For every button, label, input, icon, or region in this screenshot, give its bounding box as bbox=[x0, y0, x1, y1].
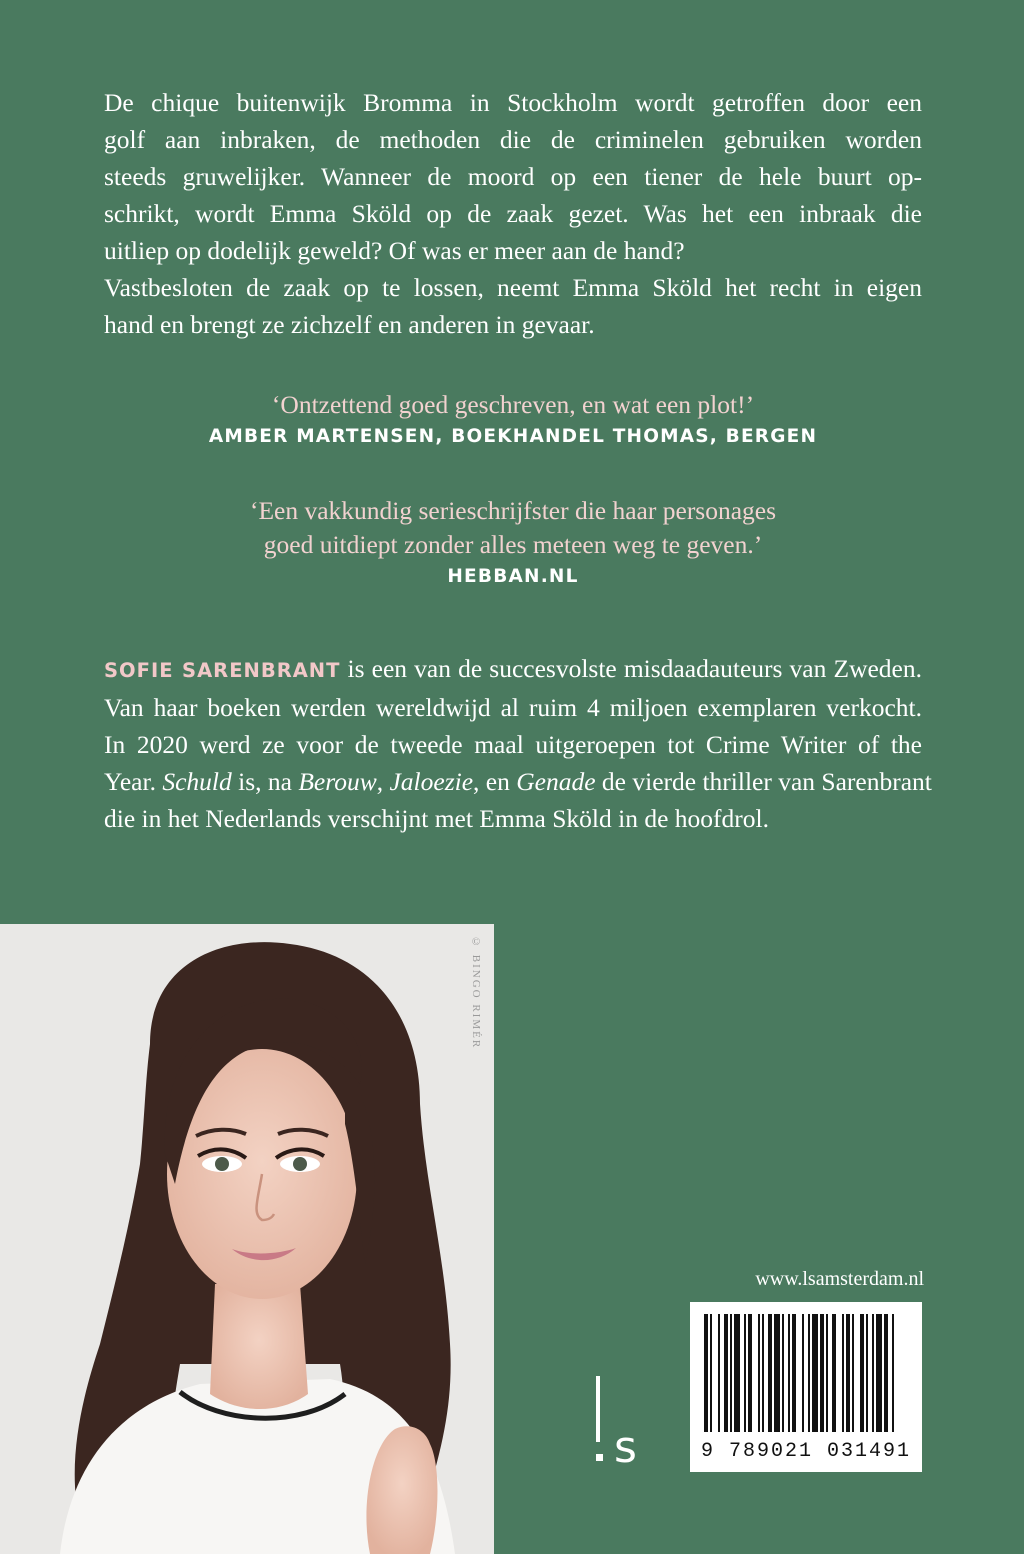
barcode-bar bbox=[842, 1314, 844, 1432]
book-title: Berouw bbox=[298, 767, 377, 796]
blurb-text bbox=[104, 84, 922, 343]
barcode-bar bbox=[748, 1314, 752, 1432]
book-title: Jaloezie bbox=[389, 767, 474, 796]
barcode-bar bbox=[710, 1314, 712, 1432]
barcode-bar bbox=[774, 1314, 780, 1432]
author-portrait-illustration bbox=[0, 924, 494, 1554]
barcode-bar bbox=[704, 1314, 708, 1432]
blurb-line: schrikt, wordt Emma Sköld op de zaak gezet. Was het een inbraak die bbox=[104, 199, 922, 228]
review-quote-1 bbox=[104, 388, 922, 447]
bio-line bbox=[104, 650, 922, 689]
barcode-bar bbox=[730, 1314, 732, 1432]
barcode-bar bbox=[872, 1314, 874, 1432]
review-quote-2 bbox=[104, 494, 922, 587]
blurb-line: De chique buitenwijk Bromma in Stockholm wordt getroffen door een bbox=[104, 88, 922, 117]
bio-text: , en bbox=[473, 767, 517, 796]
quote-text: ‘Een vakkundig serieschrijfster die haar personages bbox=[249, 496, 777, 525]
isbn-number: 9 789021 031491 bbox=[700, 1440, 912, 1463]
bio-text: Year. bbox=[104, 767, 163, 796]
isbn-barcode bbox=[690, 1302, 922, 1472]
barcode-bar bbox=[860, 1314, 864, 1432]
blurb-line: Vastbesloten de zaak op te lossen, neemt Emma Sköld het recht in eigen bbox=[104, 273, 922, 302]
barcode-bar bbox=[884, 1314, 888, 1432]
barcode-bar bbox=[820, 1314, 824, 1432]
barcode-bar bbox=[812, 1314, 818, 1432]
logo-letter: s bbox=[614, 1422, 637, 1473]
barcode-bar bbox=[852, 1314, 854, 1432]
quote-source: HEBBAN.NL bbox=[447, 566, 579, 587]
blurb-line: hand en brengt ze zichzelf en anderen in gevaar. bbox=[104, 310, 595, 339]
bio-line: die in het Nederlands verschijnt met Emma Sköld in de hoofdrol. bbox=[104, 804, 769, 833]
bio-text: is een van de succesvolste misdaadauteurs van Zweden. bbox=[340, 654, 922, 683]
author-photo bbox=[0, 924, 494, 1554]
barcode-bar bbox=[718, 1314, 720, 1432]
bio-text: de vierde thriller van Sarenbrant bbox=[595, 767, 932, 796]
bio-line: Van haar boeken werden wereldwijd al ruim 4 miljoen exemplaren verkocht. bbox=[104, 693, 922, 722]
book-title: Genade bbox=[516, 767, 596, 796]
blurb-line: uitliep op dodelijk geweld? Of was er meer aan de hand? bbox=[104, 236, 685, 265]
book-title: Schuld bbox=[162, 767, 232, 796]
barcode-bar bbox=[792, 1314, 796, 1432]
barcode-bar bbox=[892, 1314, 894, 1432]
barcode-bar bbox=[826, 1314, 828, 1432]
quote-text: goed uitdiept zonder alles meteen weg te geven.’ bbox=[263, 530, 763, 559]
barcode-bar bbox=[876, 1314, 882, 1432]
photo-credit: © BINGO RIMÉR bbox=[470, 936, 482, 1050]
author-bio bbox=[104, 650, 932, 837]
quote-source: AMBER MARTENSEN, BOEKHANDEL THOMAS, BERGEN bbox=[208, 426, 818, 447]
bio-text: is, na bbox=[231, 767, 299, 796]
barcode-bar bbox=[768, 1314, 772, 1432]
blurb-line: golf aan inbraken, de methoden die de criminelen gebruiken worden bbox=[104, 125, 922, 154]
barcode-bar bbox=[762, 1314, 764, 1432]
bio-line: In 2020 werd ze voor de tweede maal uitgeroepen tot Crime Writer of the bbox=[104, 730, 922, 759]
barcode-bar bbox=[782, 1314, 784, 1432]
barcode-bar bbox=[832, 1314, 836, 1432]
barcode-bar bbox=[802, 1314, 804, 1432]
bio-line bbox=[104, 763, 932, 800]
logo-dot bbox=[596, 1454, 603, 1461]
author-name: SOFIE SARENBRANT bbox=[104, 659, 341, 682]
barcode-bar bbox=[734, 1314, 740, 1432]
barcode-bar bbox=[846, 1314, 850, 1432]
bio-text: , bbox=[376, 767, 390, 796]
barcode-bar bbox=[788, 1314, 790, 1432]
barcode-bar bbox=[744, 1314, 746, 1432]
quote-text: ‘Ontzettend goed geschreven, en wat een plot!’ bbox=[271, 390, 755, 419]
barcode-bar bbox=[758, 1314, 760, 1432]
publisher-website: www.lsamsterdam.nl bbox=[755, 1268, 924, 1290]
logo-bar bbox=[596, 1376, 600, 1442]
barcode-bar bbox=[724, 1314, 728, 1432]
barcode-bar bbox=[808, 1314, 810, 1432]
blurb-line: steeds gruwelijker. Wanneer de moord op een tiener de hele buurt op- bbox=[104, 162, 922, 191]
barcode-bar bbox=[866, 1314, 868, 1432]
